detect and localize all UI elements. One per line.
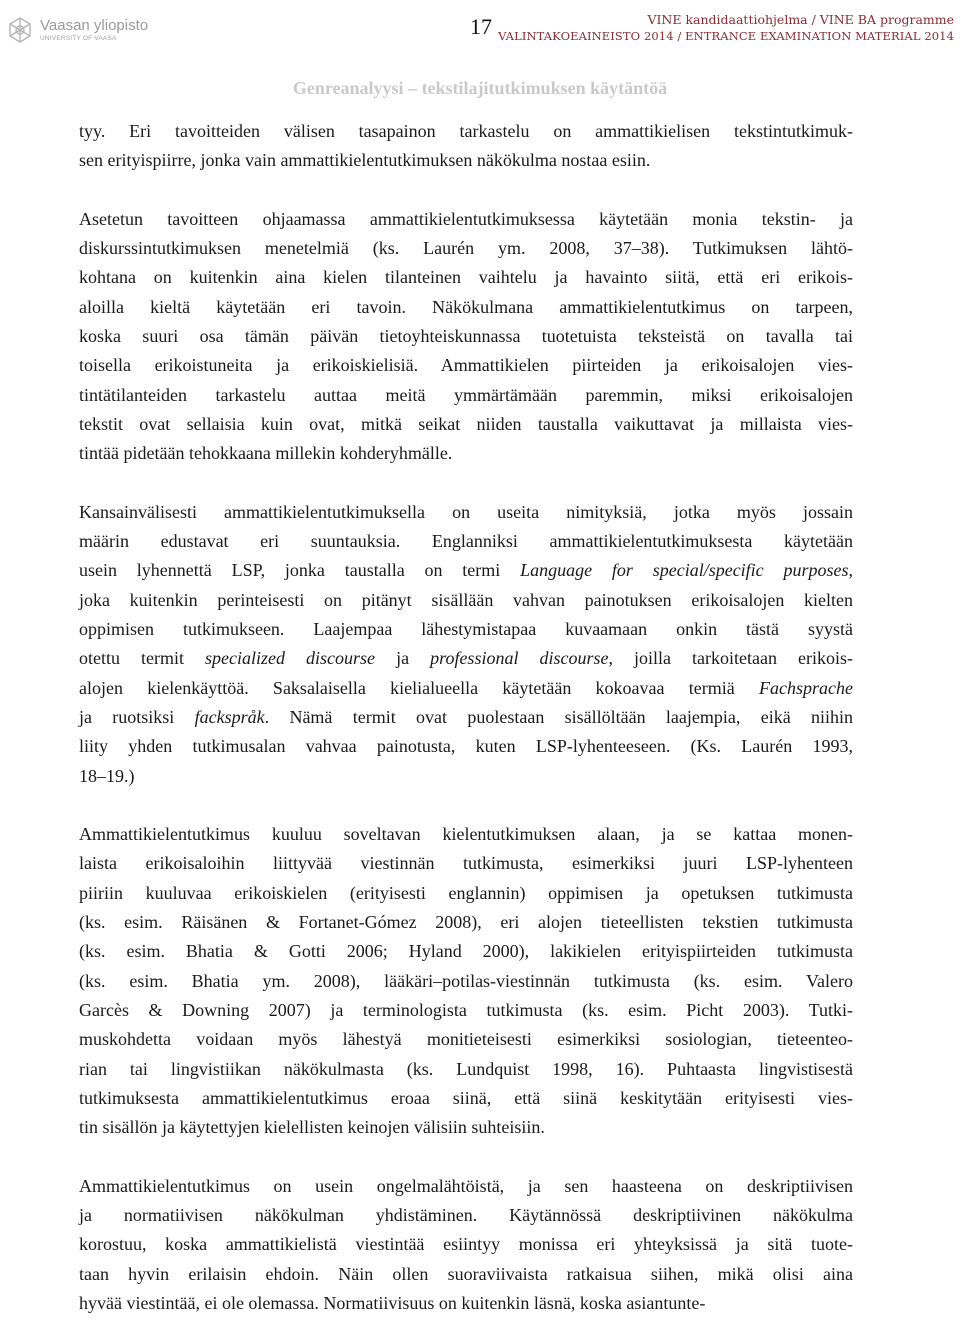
text-line: Garcès & Downing 2007) ja terminologista tutkimusta (ks. esim. Picht 2003). Tutki-	[79, 999, 853, 1020]
text-line: tin sisällön ja käytettyjen kielellisten keinojen välisiin suhteisiin.	[79, 1117, 545, 1138]
logo-subtitle: UNIVERSITY OF VAASA	[40, 34, 117, 42]
programme-info	[498, 12, 954, 44]
paragraph	[79, 1172, 853, 1318]
text-line: Ammattikielentutkimus on usein ongelmalähtöistä, ja sen haasteena on deskriptiivisen	[79, 1175, 853, 1196]
paragraph	[79, 205, 853, 469]
text-line: liity yhden tutkimusalan vahvaa painotusta, kuten LSP-lyhenteeseen. (Ks. Laurén 1993,	[79, 736, 853, 757]
italic-term: Fachsprache	[759, 677, 853, 698]
text-line: tintää pidetään tehokkaana millekin kohderyhmälle.	[79, 443, 453, 464]
text-line: toisella erikoistuneita ja erikoiskielisiä. Ammattikielen piirteiden ja erikoisalojen vies-	[79, 355, 853, 376]
italic-term: fackspråk	[194, 706, 265, 727]
text-line: tintätilanteiden tarkastelu auttaa meitä ymmärtämään paremmin, miksi erikoisalojen	[79, 384, 853, 405]
text-line: diskurssintutkimuksen menetelmiä (ks. Laurén ym. 2008, 37–38). Tutkimuksen lähtö-	[79, 238, 853, 259]
text-line: (ks. esim. Räisänen & Fortanet-Gómez 2008), eri alojen tieteellisten tekstien tutkimusta	[79, 912, 853, 933]
logo-name: Vaasan yliopisto	[40, 16, 149, 34]
text-line: Kansainvälisesti ammattikielentutkimuksella on useita nimityksiä, jotka myös jossain	[79, 501, 853, 522]
text-line: määrin edustavat eri suuntauksia. Englanniksi ammattikielentutkimuksesta käytetään	[79, 531, 853, 552]
text-line: (ks. esim. Bhatia & Gotti 2006; Hyland 2000), lakikielen erityispiirteiden tutkimusta	[79, 941, 853, 962]
running-title: Genreanalyysi – tekstilajitutkimuksen käytäntöä	[292, 78, 668, 98]
text-line: laista erikoisaloihin liittyvää viestinnän tutkimusta, esimerkiksi juuri LSP-lyhenteen	[79, 853, 853, 874]
text-line: tekstit ovat sellaisia kuin ovat, mitkä seikat niiden taustalla vaikuttavat ja millaista vies-	[79, 413, 853, 434]
paragraph-gap	[79, 176, 853, 205]
text-line: tyy. Eri tavoitteiden välisen tasapainon tarkastelu on ammattikielisen tekstintutkimuk-	[79, 121, 853, 141]
text-line: piiriin kuuluvaa erikoiskielen (erityisesti englannin) oppimisen ja opetuksen tutkimusta	[79, 882, 853, 903]
text-line: alojen kielenkäyttöä. Saksalaisella kielialueella käytetään kokoavaa termiä Fachsprache	[79, 677, 853, 698]
text-line: usein lyhennettä LSP, jonka taustalla on termi Language for special/specific purposes,	[79, 560, 853, 581]
university-logo-icon	[6, 16, 34, 44]
programme-line-1: VINE kandidaattiohjelma / VINE BA programme	[647, 12, 954, 27]
university-logo	[6, 10, 148, 50]
text-line: 18–19.)	[79, 765, 135, 786]
text-line: (ks. esim. Bhatia ym. 2008), lääkäri–potilas-viestinnän tutkimusta (ks. esim. Valero	[79, 970, 853, 991]
paragraph-gap	[79, 469, 853, 498]
italic-term: professional discourse	[430, 648, 609, 669]
text-line: Asetetun tavoitteen ohjaamassa ammattikielentutkimuksessa käytetään monia tekstin- ja	[79, 208, 853, 229]
paragraph	[79, 117, 853, 176]
page-header	[0, 0, 960, 110]
paragraph	[79, 498, 853, 791]
text-line: oppimisen tutkimukseen. Laajempaa lähestymistapaa kuvaamaan onkin tästä syystä	[79, 619, 853, 640]
text-line: sen erityispiirre, jonka vain ammattikielentutkimuksen näkökulma nostaa esiin.	[79, 150, 651, 171]
text-line: rian tai lingvistiikan näkökulmasta (ks. Lundquist 1998, 16). Puhtaasta lingvistisestä	[79, 1058, 853, 1079]
text-line: hyvää viestintää, ei ole olemassa. Normatiivisuus on kuitenkin läsnä, koska asiantunte-	[79, 1292, 706, 1313]
text-line: aloilla kieltä käytetään eri tavoin. Näkökulmana ammattikielentutkimus on tarpeen,	[79, 296, 853, 317]
italic-term: specialized discourse	[205, 648, 376, 669]
body-text	[79, 117, 853, 1318]
italic-term: Language for special/specific purposes	[520, 560, 849, 581]
text-line: korostuu, koska ammattikielistä viestintää esiintyy monissa eri yhteyksissä ja sitä tuote-	[79, 1234, 853, 1255]
page-number: 17	[470, 14, 492, 39]
programme-line-2: VALINTAKOEAINEISTO 2014 / ENTRANCE EXAMINATION MATERIAL 2014	[498, 28, 954, 43]
text-line: otettu termit specialized discourse ja professional discourse, joilla tarkoitetaan erikois-	[79, 648, 854, 669]
text-line: taan hyvin erilaisin ehdoin. Näin ollen suoraviivaista ratkaisua siihen, mikä olisi aina	[79, 1263, 853, 1284]
text-line: Ammattikielentutkimus kuuluu soveltavan kielentutkimuksen alaan, ja se kattaa monen-	[79, 824, 853, 845]
text-line: kohtana on kuitenkin aina kielen tilanteinen vaihtelu ja havainto siitä, että eri erikois-	[79, 267, 853, 288]
paragraph-gap	[79, 791, 853, 820]
paragraph	[79, 820, 853, 1142]
text-line: tutkimuksesta ammattikielentutkimus eroaa siinä, että siinä keskitytään erityisesti vies-	[79, 1087, 853, 1108]
paragraph-gap	[79, 1142, 853, 1171]
text-line: muskohdetta voidaan myös lähestyä monitieteisesti esimerkiksi sosiologian, tieteenteo-	[79, 1029, 853, 1050]
text-line: ja ruotsiksi fackspråk. Nämä termit ovat puolestaan sisällöltään laajempia, eikä niihin	[79, 706, 854, 727]
text-line: ja normatiivisen näkökulman yhdistäminen. Käytännössä deskriptiivinen näkökulma	[79, 1204, 853, 1225]
text-line: joka kuitenkin perinteisesti on pitänyt sisällään vahvan painotuksen erikoisalojen kielten	[79, 589, 853, 610]
text-line: koska suuri osa tämän päivän tietoyhteiskunnassa tuotetuista teksteistä on tavalla tai	[79, 326, 853, 347]
